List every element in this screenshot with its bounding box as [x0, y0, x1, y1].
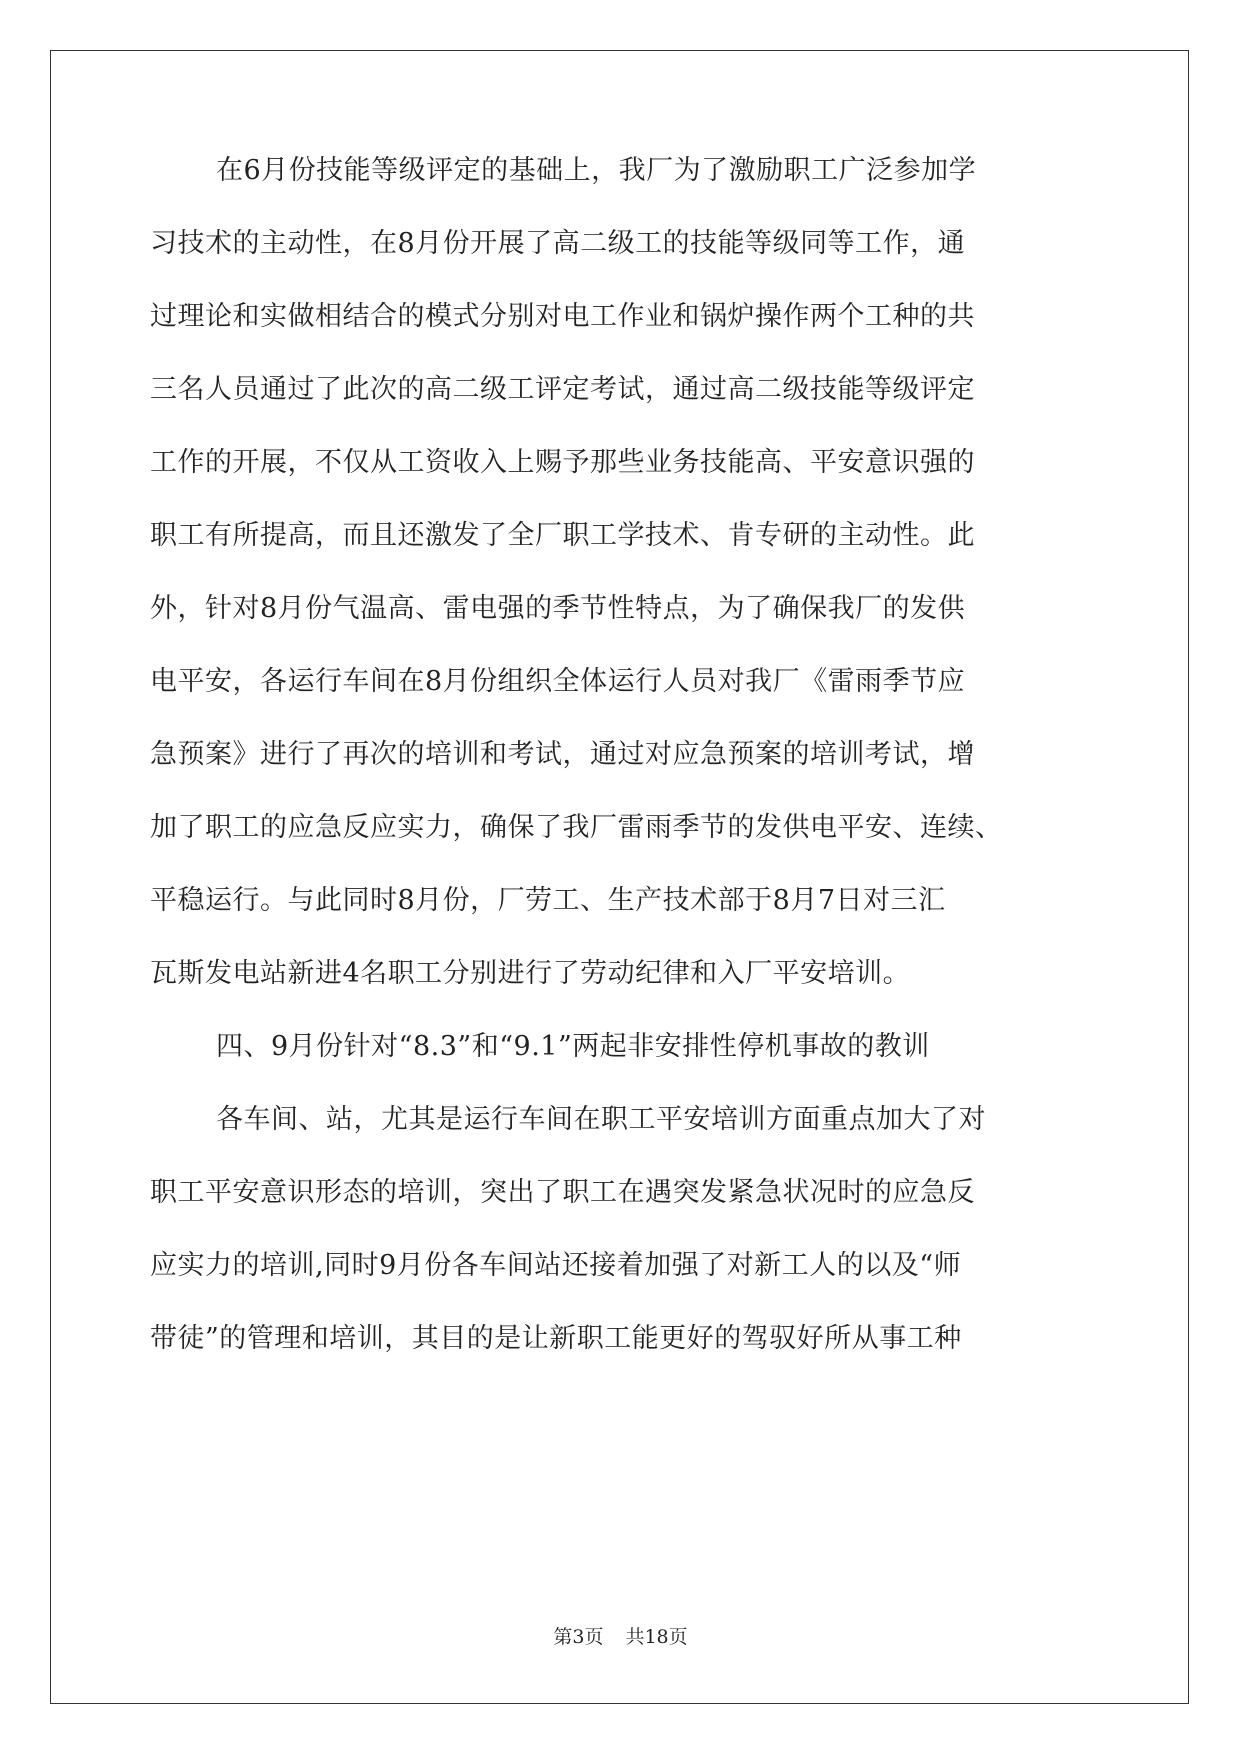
text-line: 职工平安意识形态的培训，突出了职工在遇突发紧急状况时的应急反 — [150, 1177, 975, 1208]
page-footer — [0, 1625, 1241, 1649]
section-heading: 四、9月份针对“8.3”和“9.1”两起非安排性停机事故的教训 — [216, 1031, 930, 1062]
text-line: 过理论和实做相结合的模式分别对电工作业和锅炉操作两个工种的共 — [150, 301, 975, 332]
text-line: 在6月份技能等级评定的基础上，我厂为了激励职工广泛参加学 — [216, 155, 977, 186]
text-line: 加了职工的应急反应实力，确保了我厂雷雨季节的发供电平安、连续、 — [150, 812, 1003, 843]
text-line: 三名人员通过了此次的高二级工评定考试，通过高二级技能等级评定 — [150, 374, 975, 405]
text-line: 习技术的主动性，在8月份开展了高二级工的技能等级同等工作，通 — [150, 228, 966, 259]
text-line: 工作的开展，不仅从工资收入上赐予那些业务技能高、平安意识强的 — [150, 447, 975, 478]
text-line: 瓦斯发电站新进4名职工分别进行了劳动纪律和入厂平安培训。 — [150, 958, 911, 989]
text-line: 平稳运行。与此同时8月份，厂劳工、生产技术部于8月7日对三汇 — [150, 885, 946, 916]
text-line: 外，针对8月份气温高、雷电强的季节性特点，为了确保我厂的发供 — [150, 593, 966, 624]
text-line: 带徒”的管理和培训，其目的是让新职工能更好的驾驭好所从事工种 — [150, 1323, 962, 1354]
text-line: 各车间、站，尤其是运行车间在职工平安培训方面重点加大了对 — [216, 1104, 986, 1135]
text-line: 电平安，各运行车间在8月份组织全体运行人员对我厂《雷雨季节应 — [150, 666, 966, 697]
page-border — [50, 50, 1189, 1704]
page-number: 第3页 — [553, 1626, 604, 1648]
page-total: 共18页 — [625, 1626, 688, 1648]
text-line: 应实力的培训,同时9月份各车间站还接着加强了对新工人的以及“师 — [150, 1250, 962, 1281]
text-line: 急预案》进行了再次的培训和考试，通过对应急预案的培训考试，增 — [150, 739, 975, 770]
text-line: 职工有所提高，而且还激发了全厂职工学技术、肯专研的主动性。此 — [150, 520, 975, 551]
